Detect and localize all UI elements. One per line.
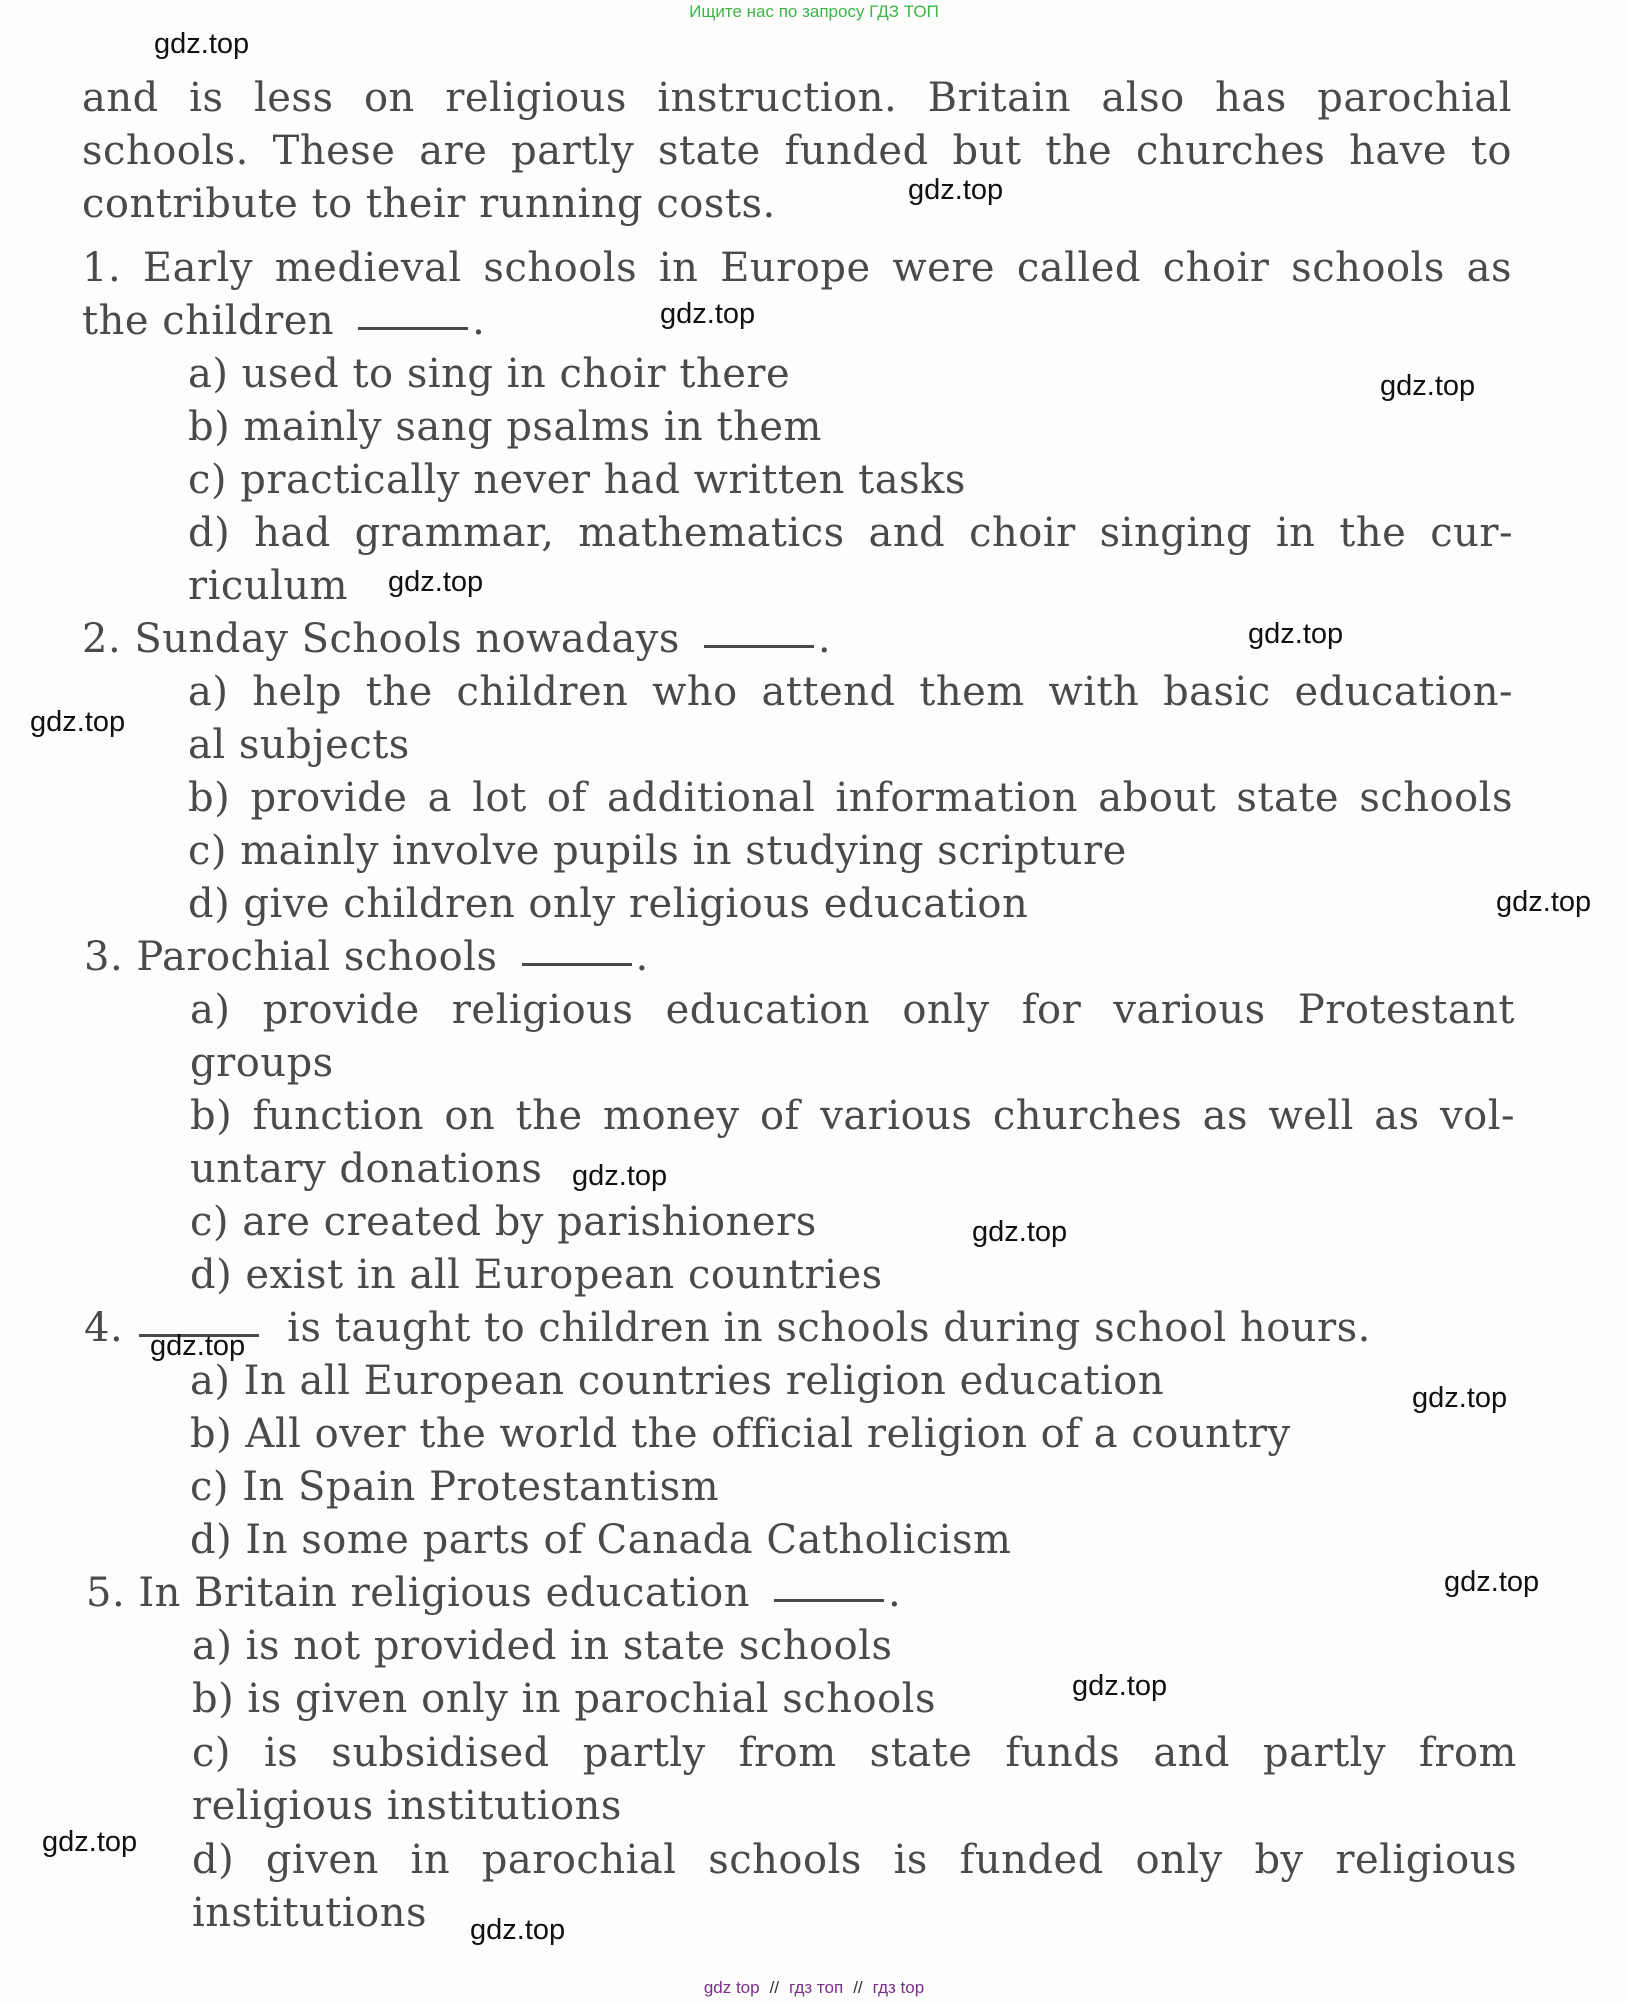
search-hint-banner[interactable]: Ищите нас по запросу ГДЗ ТОП [689, 2, 939, 21]
question-2-option-d: d) give children only religious education [188, 881, 1029, 927]
watermark: gdz.top [1380, 370, 1476, 402]
intro-line: contribute to their running costs. [82, 181, 776, 227]
watermark: gdz.top [908, 174, 1004, 206]
question-5-option-b: b) is given only in parochial schools [192, 1676, 936, 1722]
question-4-option-b: b) All over the world the official religion of a country [190, 1411, 1291, 1457]
answer-blank [522, 963, 632, 966]
watermark: gdz.top [572, 1160, 668, 1192]
answer-blank [358, 327, 468, 330]
answer-blank [774, 1599, 884, 1602]
watermark: gdz.top [1444, 1566, 1540, 1598]
question-3-option-a: a) provide religious education only for various Protestant [190, 987, 1515, 1033]
question-2-option-a-cont: al subjects [188, 722, 410, 768]
question-3-option-a-cont: groups [190, 1040, 334, 1086]
footer-separator: // [769, 1978, 780, 1997]
question-5-option-d-cont: institutions [192, 1890, 428, 1936]
watermark: gdz.top [1072, 1670, 1168, 1702]
intro-line: and is less on religious instruction. Britain also has parochial [82, 75, 1512, 121]
question-5-option-c-cont: religious institutions [192, 1783, 622, 1829]
question-1-stem-end: the children . [82, 298, 486, 344]
watermark: gdz.top [1412, 1382, 1508, 1414]
question-4-stem: 4. is taught to children in schools during school hours. [84, 1305, 1371, 1351]
answer-blank [704, 645, 814, 648]
question-3-stem: 3. Parochial schools . [84, 934, 649, 980]
question-4-option-a: a) In all European countries religion education [190, 1358, 1165, 1404]
question-5-option-d: d) given in parochial schools is funded only by religious [192, 1837, 1517, 1883]
footer-separator: // [853, 1978, 863, 1997]
question-1-stem: 1. Early medieval schools in Europe were called choir schools as [82, 245, 1512, 291]
footer-link[interactable]: gdz top [703, 1978, 760, 1997]
question-1-option-d: d) had grammar, mathematics and choir singing in the cur- [188, 510, 1513, 556]
question-2-option-a: a) help the children who attend them with basic education- [188, 669, 1513, 715]
watermark: gdz.top [388, 566, 484, 598]
watermark: gdz.top [972, 1216, 1068, 1248]
question-5-stem: 5. In Britain religious education . [86, 1570, 902, 1616]
question-2-option-b: b) provide a lot of additional information about state schools [188, 775, 1513, 821]
question-2-option-c: c) mainly involve pupils in studying scripture [188, 828, 1127, 874]
intro-line: schools. These are partly state funded but the churches have to [82, 128, 1512, 174]
question-1-option-d-cont: riculum [188, 563, 349, 609]
watermark: gdz.top [30, 706, 126, 738]
watermark: gdz.top [660, 298, 756, 330]
question-3-option-c: c) are created by parishioners [190, 1199, 817, 1245]
question-4-option-d: d) In some parts of Canada Catholicism [190, 1517, 1012, 1563]
question-3-option-b: b) function on the money of various churches as well as vol- [190, 1093, 1515, 1139]
watermark: gdz.top [1248, 618, 1344, 650]
question-5-option-a: a) is not provided in state schools [192, 1623, 893, 1669]
watermark: gdz.top [470, 1914, 566, 1946]
question-1-option-b: b) mainly sang psalms in them [188, 404, 822, 450]
watermark: gdz.top [42, 1826, 138, 1858]
watermark: gdz.top [154, 28, 250, 60]
question-3-option-d: d) exist in all European countries [190, 1252, 883, 1298]
question-3-option-b-cont: untary donations [190, 1146, 543, 1192]
footer-link[interactable]: гдз top [872, 1978, 925, 1997]
question-1-option-a: a) used to sing in choir there [188, 351, 791, 397]
footer-link[interactable]: гдз топ [789, 1978, 844, 1997]
question-2-stem: 2. Sunday Schools nowadays . [82, 616, 832, 662]
question-1-option-c: c) practically never had written tasks [188, 457, 966, 503]
question-5-option-c: c) is subsidised partly from state funds and partly from [192, 1730, 1517, 1776]
question-4-option-c: c) In Spain Protestantism [190, 1464, 720, 1510]
watermark: gdz.top [150, 1330, 246, 1362]
footer-links [0, 1978, 1628, 1998]
watermark: gdz.top [1496, 886, 1592, 918]
